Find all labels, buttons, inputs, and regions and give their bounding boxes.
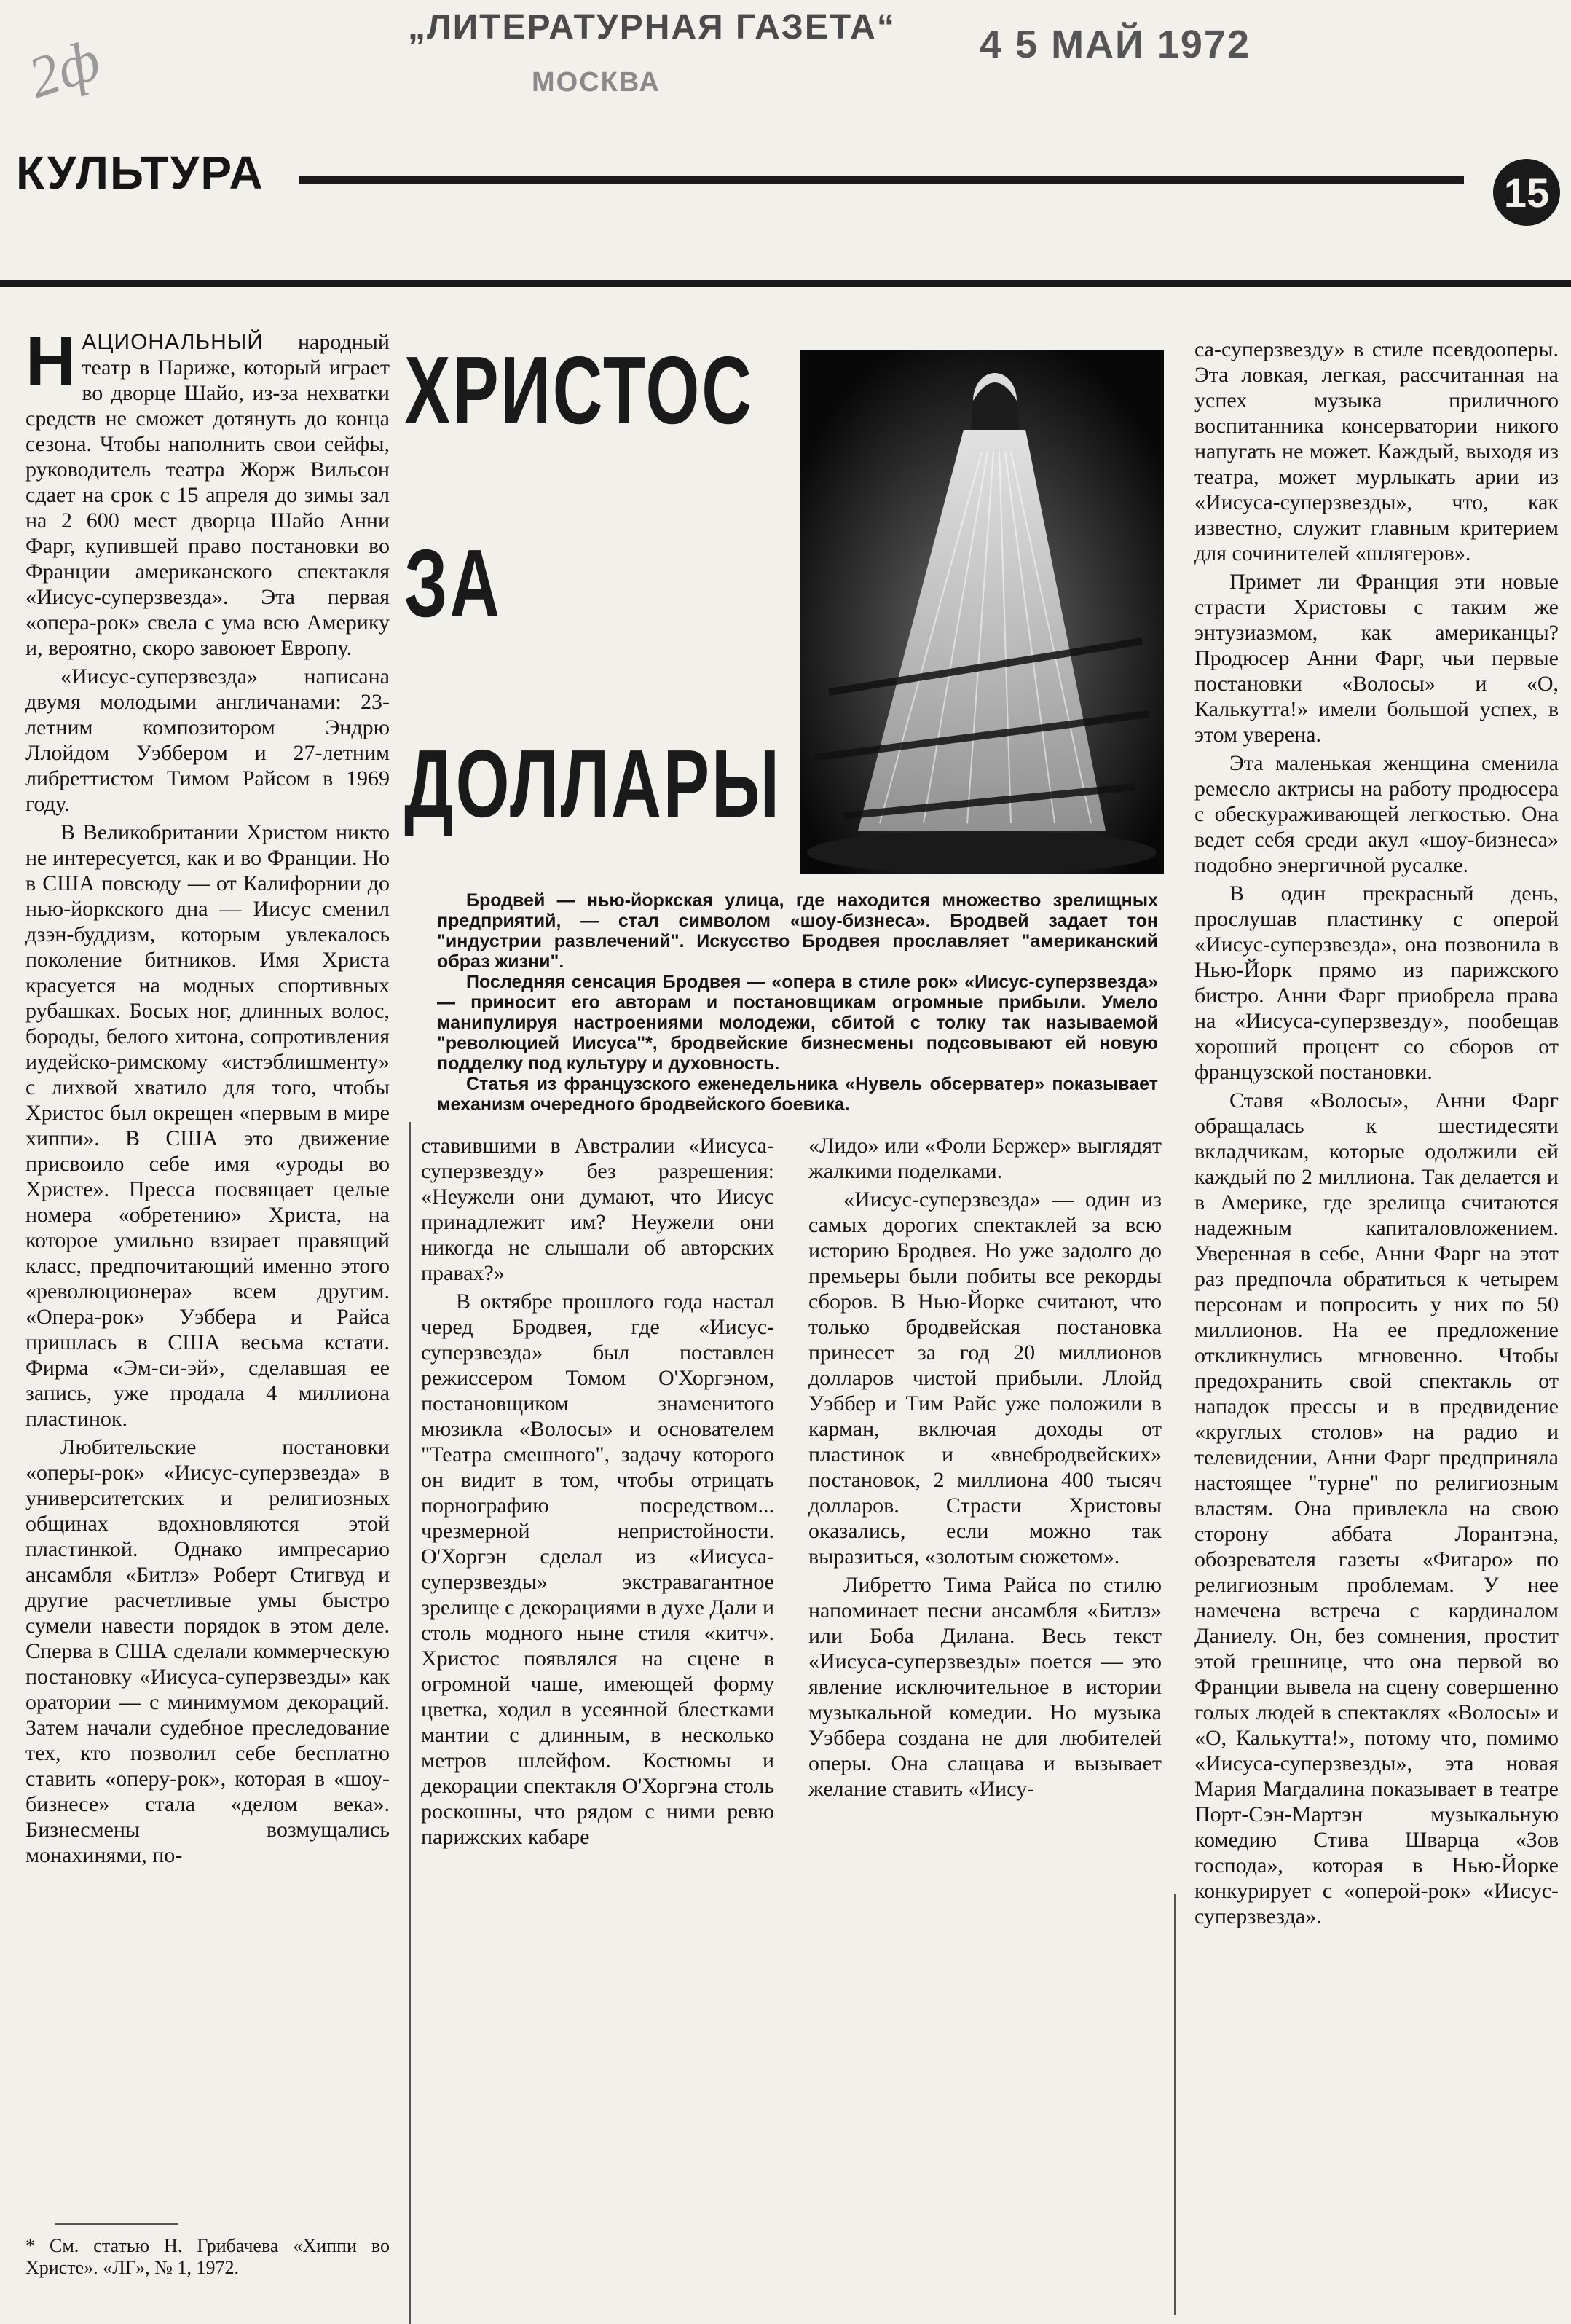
photo-illustration <box>800 350 1164 874</box>
lead-paragraph-1: Бродвей — нью-йоркская улица, где находится множество зрелищных предприятий, — стал символом «шоу-бизнеса». Бродвей задает тон "индустрии развлечений". Искусство Бродвея прославляет "американский образ жизни". <box>437 890 1158 972</box>
footnote-rule <box>55 2223 178 2225</box>
date-stamp: 4 5 МАЙ 1972 <box>980 23 1251 66</box>
col3-paragraph-2: «Иисус-суперзвезда» — один из самых дорогих спектаклей за всю историю Бродвея. Но уже задолго до премьеры были побиты все рекорды сборов. В Нью-Йорке считают, что только бродвейская постановка принесет за год 20 миллионов долларов чистой прибыли. Ллойд Уэббер и Тим Райс уже положили в карман, включая доходы от пластинок и «внебродвейских» постановок, 2 миллиона 400 тысяч долларов. Страсти Христовы оказались, если можно так выразиться, «золотым сюжетом». <box>808 1187 1162 1569</box>
city-stamp: МОСКВА <box>532 67 661 98</box>
footnote: * См. статью Н. Грибачева «Хиппи во Христе». «ЛГ», № 1, 1972. <box>25 2235 390 2278</box>
col1-paragraph-3: В Великобритании Христом никто не интересуется, как и во Франции. Но в США повсюду — от Калифорнии до нью-йоркского дна — Иисус сменил дзэн-буддизм, которым увлекалось поколение битников. Имя Христа красуется на модных спортивных рубашках. Босых ног, длинных волос, бороды, белого хитона, сопротивления иудейско-римскому «истэблишменту» с лихвой хватило для того, чтобы Христос был окрещен «первым в мире хиппи». В США это движение присвоило себе имя «уроды во Христе». Пресса посвящает целые номера «обретению» Христа, на которое умильно взирает правящий класс, предпочитающий именно этого «революционера» всем другим. «Опера-рок» Уэббера и Райса пришлась в США весьма кстати. Фирма «Эм-си-эй», сделавшая ее запись, уже продала 4 миллиона пластинок. <box>25 820 390 1431</box>
column-4 <box>1194 337 1559 2307</box>
col4-paragraph-2: Примет ли Франция эти новые страсти Христовы с таким же энтузиазмом, как американцы? Продюсер Анни Фарг, чьи первые постановки «Волосы» и «О, Калькутта!» имели большой успех, в этом уверена. <box>1194 570 1559 747</box>
column-2 <box>421 1133 774 1993</box>
col4-paragraph-4: В один прекрасный день, прослушав пластинку с оперой «Иисус-суперзвезда», она позвонила в Нью-Йорк прямо из парижского бистро. Анни Фарг приобрела права на «Иисуса-суперзвезду», пообещав хороший процент со сборов от французской постановки. <box>1194 882 1559 1084</box>
drop-cap: Н <box>25 329 76 400</box>
col1-first-word: АЦИОНАЛЬНЫЙ <box>82 330 264 354</box>
header-bottom-rule <box>0 280 1571 287</box>
headline-line-1: ХРИСТОС <box>404 337 754 444</box>
col1-p1-text: народный театр в Париже, который играет во дворце Шайо, из-за нехватки средств не сможет дотянуть до конца сезона. Чтобы наполнить свои сейфы, руководитель театра Жорж Вильсон сдает на срок с 15 апреля до зимы зал на 2 600 мест дворца Шайо Анни Фарг, купившей право постановки во Франции американского спектакля «Иисус-суперзвезда». Эта первая «опера-рок» свела с ума всю Америку и, вероятно, скоро завоюет Европу. <box>25 330 390 660</box>
headline-line-2: ЗА <box>404 530 502 637</box>
col4-paragraph-1: са-суперзвезду» в стиле псевдооперы. Эта ловкая, легкая, рассчитанная на успех музыка приличного воспитанника консерватории никого напугать не может. Каждый, выходя из театра, может мурлыкать арии из «Иисуса-суперзвезды», что, как известно, служит главным критерием для сочинителей «шлягеров». <box>1194 337 1559 565</box>
col1-paragraph-2: «Иисус-суперзвезда» написана двумя молодыми англичанами: 23-летним композитором Эндрю Ллойдом Уэббером и 27-летним либреттистом Тимом Райсом в 1969 году. <box>25 664 390 816</box>
section-rubric: КУЛЬТУРА <box>16 146 264 199</box>
col4-paragraph-3: Эта маленькая женщина сменила ремесло актрисы на работу продюсера с обескураживающей легкостью. Она ведет себя среди акул «шоу-бизнеса» подобно энергичной русалке. <box>1194 751 1559 877</box>
col1-paragraph-1 <box>25 329 390 661</box>
col4-paragraph-5: Ставя «Волосы», Анни Фарг обращалась к шестидесяти вкладчикам, которые одолжили ей каждый по 2 миллиона. Так делается и в Америке, где зрелища считаются надежным капиталовложением. Уверенная в себе, Анни Фарг на этот раз предпочла обратиться к четырем персонам и попросить у них по 50 миллионов. На ее предложение откликнулись мгновенно. Чтобы предохранить свой спектакль от нападок прессы и в предвидение «круглых столов» на радио и телевидении, Анни Фарг предприняла настоящее "турне" по религиозным властям. Она привлекла на свою сторону аббата Лорантэна, обозревателя газеты «Фигаро» по религиозным проблемам. У нее намечена встреча с кардиналом Даниелу. Он, без сомнения, простит этой грешнице, что она первой во Франции вывела на сцену совершенно голых людей в спектаклях «Волосы» и «О, Калькутта!», потому что, помимо «Иисуса-суперзвезды», эта новая Мария Магдалина показывает в театре Порт-Сэн-Мартэн музыкальную комедию Стива Шварца «Зов господа», которая в Нью-Йорке конкурирует с «оперой-рок» «Иисус-суперзвезда». <box>1194 1088 1559 1928</box>
handwritten-mark: 2ф <box>20 28 108 111</box>
headline-line-3: ДОЛЛАРЫ <box>404 730 781 837</box>
lead-block <box>437 890 1158 1115</box>
lead-paragraph-2: Последняя сенсация Бродвея — «опера в стиле рок» «Иисус-суперзвезда» — приносит его авторам и постановщикам огромные прибыли. Умело манипулируя настроениями молодежи, сбитой с толку так называемой "революцией Иисуса"*, бродвейские бизнесмены подсовывают ей новую подделку под культуру и духовность. <box>437 972 1158 1074</box>
column-divider-2 <box>409 1122 411 2324</box>
col3-paragraph-1: «Лидо» или «Фоли Бержер» выглядят жалкими поделками. <box>808 1134 1162 1183</box>
rubric-rule <box>299 176 1464 184</box>
column-1 <box>25 329 390 2209</box>
column-3 <box>808 1133 1162 1993</box>
lead-paragraph-3: Статья из французского еженедельника «Нувель обсерватер» показывает механизм очередного бродвейского боевика. <box>437 1074 1158 1115</box>
stage-photo <box>800 350 1164 874</box>
page-number-badge <box>1493 159 1560 226</box>
col2-paragraph-1: ставившими в Австралии «Иисуса-суперзвезду» без разрешения: «Неужели они думают, что Иисус принадлежит им? Неужели они никогда не слышали об авторских правах?» <box>421 1134 774 1285</box>
page-number: 15 <box>1503 169 1550 216</box>
col1-paragraph-4: Любительские постановки «оперы-рок» «Иисус-суперзвезда» в университетских и религиозных общинах вдохновляются этой пластинкой. Однако импресарио ансамбля «Битлз» Роберт Стигвуд и другие расчетливые умы быстро сумели навести порядок в этом деле. Сперва в США сделали коммерческую постановку «Иисуса-суперзвезды» как оратории — с минимумом декораций. Затем начали судебное преследование тех, кто позволил себе бесплатно ставить «оперу-рок», которая в «шоу-бизнесе» стала «делом века». Бизнесмены возмущались монахинями, по- <box>25 1435 390 1867</box>
newspaper-stamp: „ЛИТЕРАТУРНАЯ ГАЗЕТА“ <box>408 8 896 47</box>
col3-paragraph-3: Либретто Тима Райса по стилю напоминает песни ансамбля «Битлз» или Боба Дилана. Весь текст «Иисуса-суперзвезды» поется — это явление исключительное в истории музыкальной комедии. Но музыка Уэббера создана не для любителей оперы. Она слащава и вызывает желание ставить «Иису- <box>808 1573 1162 1801</box>
col2-paragraph-2: В октябре прошлого года настал черед Бродвея, где «Иисус-суперзвезда» был поставлен режиссером Томом О'Хоргэном, постановщиком знаменитого мюзикла «Волосы» и основателем "Театра смешного", задачу которого он видит в том, чтобы отрицать порнографию посредством... чрезмерной непристойности. О'Хоргэн сделал из «Иисуса-суперзвезды» экстравагантное зрелище с декорациями в духе Дали и столь модного ныне стиля «китч». Христос появлялся на сцене в огромной чаше, имеющей форму цветка, ходил в усеянной блестками мантии с длинным, в несколько метров шлейфом. Костюмы и декорации спектакля О'Хоргэна столь роскошны, что рядом с ними ревю парижских кабаре <box>421 1289 774 1849</box>
column-divider-3 <box>1174 1894 1176 2315</box>
